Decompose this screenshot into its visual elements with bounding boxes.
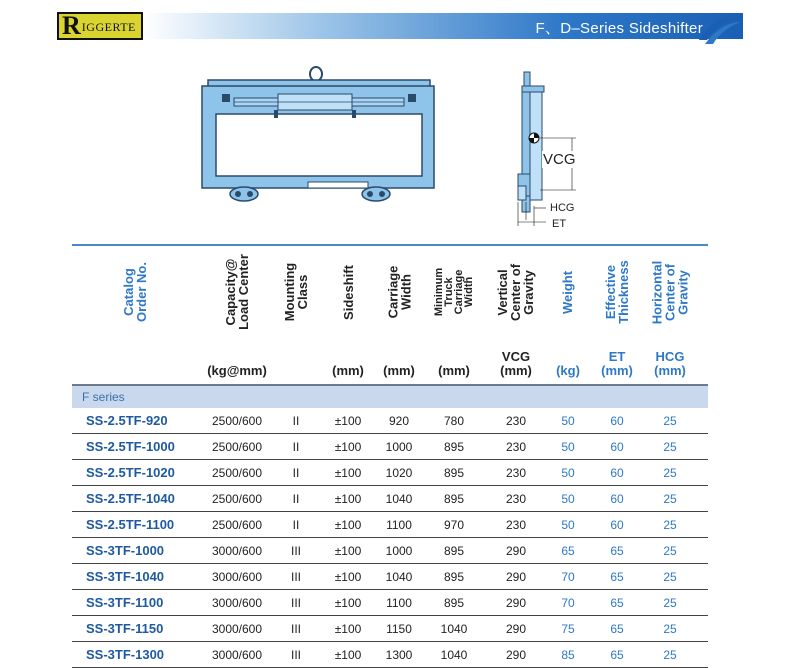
cell-et: 65 — [610, 647, 624, 662]
cell-carriage-width: 1020 — [385, 465, 413, 480]
cell-sideshift: ±100 — [334, 543, 362, 558]
cell-mounting: III — [290, 569, 301, 584]
cell-weight: 70 — [561, 595, 575, 610]
cell-vcg: 290 — [505, 569, 527, 584]
cell-sideshift: ±100 — [334, 647, 362, 662]
cell-et: 60 — [610, 465, 624, 480]
cell-et: 60 — [610, 413, 624, 428]
cell-hcg: 25 — [663, 621, 677, 636]
cell-et: 60 — [610, 439, 624, 454]
cell-catalog: SS-2.5TF-920 — [86, 413, 168, 428]
col-header-weight — [550, 250, 586, 334]
cell-sideshift: ±100 — [334, 621, 362, 636]
cell-catalog: SS-3TF-1040 — [86, 569, 165, 584]
cell-capacity: 3000/600 — [211, 569, 263, 584]
cell-carriage-width: 1000 — [385, 439, 413, 454]
col-header-label: Vertical Center of Gravity — [495, 263, 537, 321]
table-row — [72, 616, 708, 642]
cell-min-width: 895 — [443, 543, 465, 558]
cell-carriage-width: 1100 — [386, 517, 412, 532]
cell-sideshift: ±100 — [334, 465, 362, 480]
unit-label: (kg) — [556, 363, 580, 378]
logo-text: IGGERTE — [81, 19, 136, 34]
page-header — [0, 0, 800, 60]
cell-hcg: 25 — [663, 543, 677, 558]
cell-hcg: 25 — [663, 465, 677, 480]
unit-label: (mm) — [383, 363, 415, 378]
unit-label: (mm) — [500, 363, 532, 378]
col-header-min-truck-width — [430, 250, 478, 334]
cell-et: 60 — [610, 491, 624, 506]
table-row — [72, 642, 708, 668]
cell-sideshift: ±100 — [334, 439, 362, 454]
cell-carriage-width: 1040 — [385, 569, 413, 584]
cell-capacity: 3000/600 — [211, 621, 263, 636]
col-header-label: Catalog Order No. — [121, 262, 149, 322]
cell-vcg: 290 — [505, 647, 527, 662]
page-title: F、D–Series Sideshifter — [535, 20, 703, 37]
cell-carriage-width: 1100 — [386, 595, 412, 610]
cell-sideshift: ±100 — [334, 595, 362, 610]
unit-weight — [550, 344, 586, 378]
col-header-label: Sideshift — [340, 264, 356, 320]
cell-min-width: 895 — [443, 439, 465, 454]
cell-mounting: III — [290, 621, 301, 636]
cell-catalog: SS-2.5TF-1020 — [86, 465, 175, 480]
cell-et: 60 — [610, 517, 624, 532]
cell-hcg: 25 — [663, 569, 677, 584]
col-header-label: Carriage Width — [385, 265, 413, 319]
col-header-sideshift — [328, 250, 368, 334]
cell-mounting: II — [292, 465, 300, 480]
cell-mounting: II — [292, 517, 300, 532]
cell-catalog: SS-3TF-1300 — [86, 647, 165, 662]
cell-capacity: 2500/600 — [211, 465, 263, 480]
cell-catalog: SS-2.5TF-1000 — [86, 439, 175, 454]
cell-mounting: III — [290, 647, 301, 662]
hcg-label: HCG — [550, 202, 575, 214]
unit-label: (kg@mm) — [207, 363, 267, 378]
cell-et: 65 — [610, 595, 624, 610]
col-header-label: Minimum Truck Carriage Width — [433, 267, 475, 317]
cell-mounting: II — [292, 413, 300, 428]
cell-vcg: 230 — [505, 491, 527, 506]
cell-vcg: 230 — [505, 465, 527, 480]
table-row — [72, 538, 708, 564]
cell-weight: 50 — [561, 439, 575, 454]
cell-min-width: 895 — [443, 569, 465, 584]
cell-carriage-width: 1150 — [386, 621, 412, 636]
cell-mounting: III — [290, 543, 301, 558]
table-row — [72, 486, 708, 512]
logo-initial: R — [62, 11, 81, 40]
unit-label: (mm) — [654, 363, 686, 378]
series-header-bar — [72, 384, 708, 408]
et-label: ET — [552, 218, 567, 230]
cell-hcg: 25 — [663, 517, 677, 532]
cell-min-width: 1040 — [440, 621, 468, 636]
cell-vcg: 290 — [505, 621, 527, 636]
unit-abbrev: ET — [608, 349, 626, 364]
table-row — [72, 408, 708, 434]
cell-min-width: 970 — [443, 517, 465, 532]
sideshifter-front-view — [198, 64, 438, 204]
unit-label: (mm) — [438, 363, 470, 378]
cell-weight: 65 — [561, 543, 575, 558]
cell-sideshift: ±100 — [334, 413, 362, 428]
unit-min-truck-width — [430, 344, 478, 378]
unit-hcg — [642, 344, 698, 378]
table-row — [72, 460, 708, 486]
cell-sideshift: ±100 — [334, 569, 362, 584]
cell-weight: 50 — [561, 413, 575, 428]
cell-min-width: 895 — [443, 465, 465, 480]
col-header-label: Capacity@ Load Center — [223, 254, 251, 330]
cell-catalog: SS-2.5TF-1040 — [86, 491, 175, 506]
cell-capacity: 3000/600 — [211, 647, 263, 662]
col-header-hcg — [642, 250, 698, 334]
cell-carriage-width: 1040 — [385, 491, 413, 506]
col-header-et — [594, 250, 640, 334]
col-header-capacity — [198, 250, 276, 334]
unit-sideshift — [328, 344, 368, 378]
table-row — [72, 434, 708, 460]
cell-min-width: 780 — [443, 413, 465, 428]
cell-weight: 50 — [561, 491, 575, 506]
table-row — [72, 564, 708, 590]
cell-catalog: SS-3TF-1100 — [86, 595, 164, 610]
cell-et: 65 — [610, 621, 624, 636]
table-row — [72, 512, 708, 538]
cell-catalog: SS-3TF-1150 — [86, 621, 164, 636]
cell-vcg: 290 — [505, 595, 527, 610]
cell-catalog: SS-2.5TF-1100 — [86, 517, 175, 532]
cell-weight: 70 — [561, 569, 575, 584]
col-header-catalog — [72, 250, 198, 334]
cell-min-width: 895 — [443, 595, 465, 610]
cell-min-width: 895 — [443, 491, 465, 506]
cell-capacity: 2500/600 — [211, 517, 263, 532]
cell-carriage-width: 1000 — [385, 543, 413, 558]
cell-weight: 50 — [561, 517, 575, 532]
unit-carriage-width — [378, 344, 420, 378]
cell-mounting: II — [292, 491, 300, 506]
cell-min-width: 1040 — [440, 647, 468, 662]
col-header-carriage-width — [378, 250, 420, 334]
cell-carriage-width: 920 — [388, 413, 410, 428]
cell-hcg: 25 — [663, 491, 677, 506]
unit-abbrev: HCG — [655, 349, 685, 364]
unit-vcg — [488, 344, 544, 378]
col-header-label: Horizontal Center of Gravity — [649, 260, 691, 324]
unit-label: (mm) — [332, 363, 364, 378]
cell-weight: 50 — [561, 465, 575, 480]
cell-hcg: 25 — [663, 647, 677, 662]
brand-logo — [57, 12, 143, 40]
table-top-rule — [72, 244, 708, 246]
unit-label: (mm) — [601, 363, 633, 378]
cell-vcg: 230 — [505, 517, 527, 532]
cell-catalog: SS-3TF-1000 — [86, 543, 165, 558]
cell-capacity: 2500/600 — [211, 439, 263, 454]
unit-capacity — [198, 344, 276, 378]
vcg-label: VCG — [543, 151, 576, 168]
cell-sideshift: ±100 — [334, 517, 362, 532]
cell-hcg: 25 — [663, 439, 677, 454]
col-header-vcg — [488, 250, 544, 334]
cell-vcg: 230 — [505, 413, 527, 428]
cell-weight: 85 — [561, 647, 575, 662]
cell-et: 65 — [610, 543, 624, 558]
cell-mounting: III — [290, 595, 301, 610]
cell-sideshift: ±100 — [334, 491, 362, 506]
series-label: F series — [82, 390, 125, 404]
cell-capacity: 3000/600 — [211, 543, 263, 558]
cell-capacity: 2500/600 — [211, 491, 263, 506]
col-header-label: Effective Thickness — [603, 260, 631, 324]
col-header-mounting — [276, 250, 316, 334]
cell-vcg: 230 — [505, 439, 527, 454]
cell-capacity: 3000/600 — [211, 595, 263, 610]
cell-capacity: 2500/600 — [211, 413, 263, 428]
col-header-label: Weight — [560, 270, 576, 314]
unit-et — [594, 344, 640, 378]
cell-hcg: 25 — [663, 413, 677, 428]
cell-mounting: II — [292, 439, 300, 454]
table-row — [72, 590, 708, 616]
unit-abbrev: VCG — [501, 349, 531, 364]
cell-weight: 75 — [561, 621, 575, 636]
cell-hcg: 25 — [663, 595, 677, 610]
cell-carriage-width: 1300 — [385, 647, 413, 662]
cell-vcg: 290 — [505, 543, 527, 558]
swoosh-icon — [697, 10, 743, 46]
col-header-label: Mounting Class — [282, 262, 311, 322]
cell-et: 65 — [610, 569, 624, 584]
